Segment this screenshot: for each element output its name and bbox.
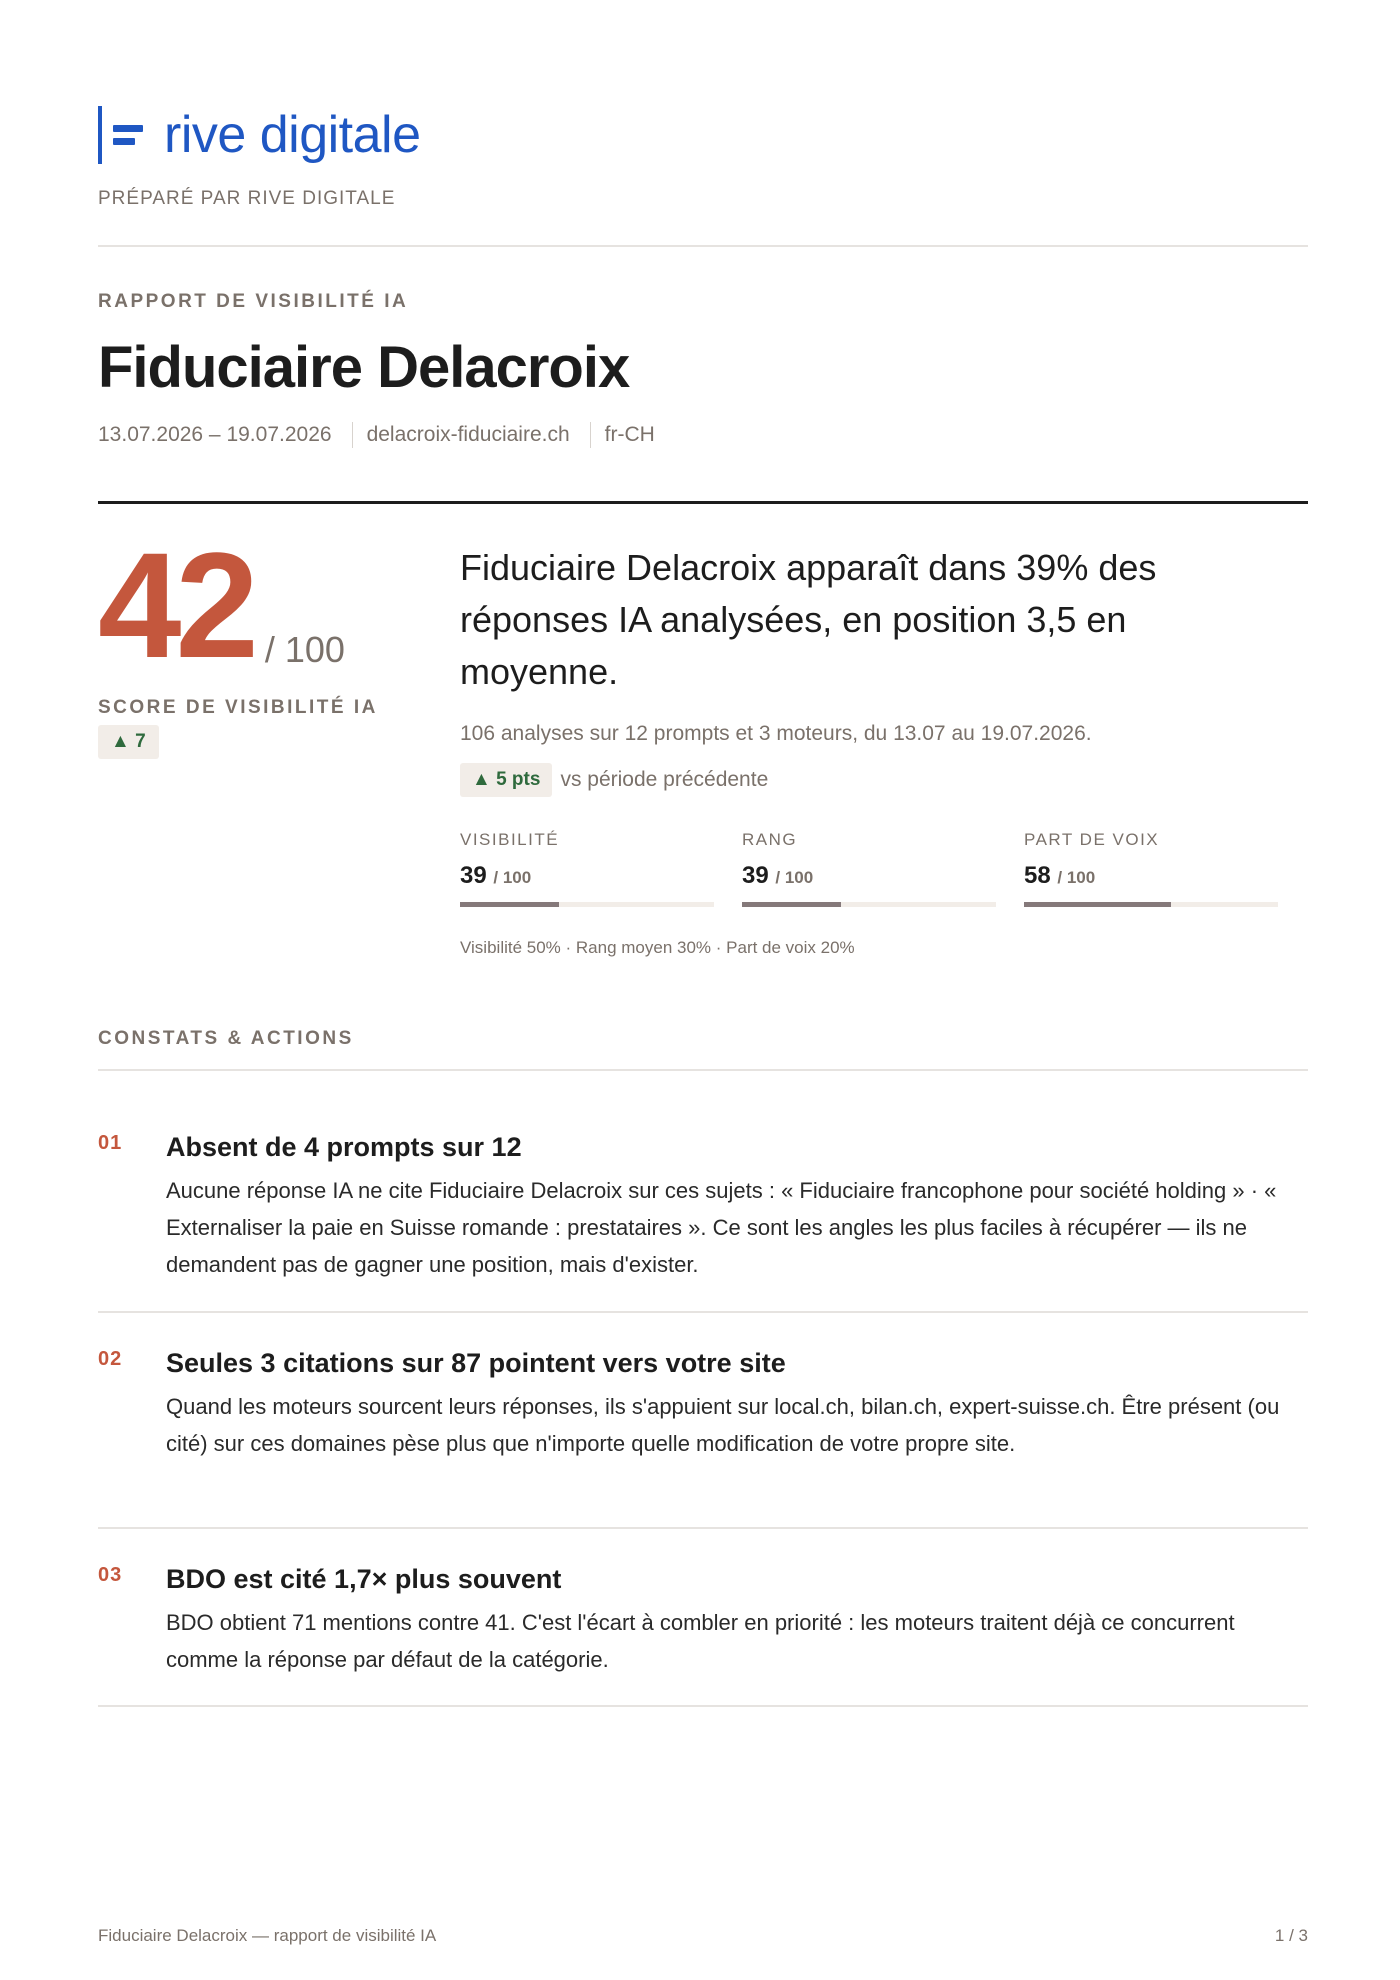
metric-label: PART DE VOIX: [1024, 830, 1160, 849]
score-delta-badge: ▲ 7: [98, 725, 159, 759]
page-title: Fiduciaire Delacroix: [98, 335, 630, 400]
finding-number: 01: [98, 1132, 123, 1154]
metric-label: RANG: [742, 830, 798, 849]
footer-title: Fiduciaire Delacroix — rapport de visibilité IA: [98, 1926, 437, 1945]
findings-section-label: CONSTATS & ACTIONS: [98, 1028, 354, 1049]
score-block: [98, 521, 345, 689]
metric-bar-fill: [1024, 902, 1171, 907]
metric-value: [1024, 862, 1278, 890]
metric-value: [742, 862, 996, 890]
finding-title: BDO est cité 1,7× plus souvent: [166, 1564, 562, 1594]
trend-text: vs période précédente: [560, 768, 769, 791]
trend-badge: ▲ 5 pts: [460, 763, 552, 797]
summary-headline: Fiduciaire Delacroix apparaît dans 39% des réponses IA analysées, en position 3,5 en moyenne.: [460, 547, 1157, 692]
report-domain: delacroix-fiduciaire.ch: [366, 423, 570, 446]
divider: [98, 1069, 1308, 1071]
metric-number: 58: [1024, 862, 1051, 889]
divider: [98, 1527, 1308, 1529]
finding-body: Aucune réponse IA ne cite Fiduciaire Delacroix sur ces sujets : « Fiduciaire francophone pour société holding » · « Externaliser la paie en Suisse romande : prestataires ». Ce sont les angles les plus faciles à récupérer — ils ne demandent pas de gagner une position, mais d'exister.: [166, 1178, 1277, 1277]
metric-rank: [742, 830, 996, 907]
report-eyebrow: RAPPORT DE VISIBILITÉ IA: [98, 291, 409, 312]
brand-name: rive digitale: [164, 106, 421, 164]
finding-body: Quand les moteurs sourcent leurs réponses, ils s'appuient sur local.ch, bilan.ch, expert-suisse.ch. Être présent (ou cité) sur ces domaines pèse plus que n'importe quelle modification de votre propre site.: [166, 1394, 1280, 1456]
divider: [98, 1705, 1308, 1707]
metric-bar: [742, 902, 996, 907]
report-meta: [98, 420, 655, 450]
metric-max: / 100: [1057, 868, 1096, 887]
score-max: / 100: [264, 629, 345, 670]
metric-max: / 100: [775, 868, 814, 887]
trend-row: [460, 763, 768, 797]
prepared-by: PRÉPARÉ PAR RIVE DIGITALE: [98, 188, 396, 209]
rive-digitale-logo-icon: [98, 104, 144, 166]
report-locale: fr-CH: [604, 423, 655, 446]
metric-bar-fill: [742, 902, 841, 907]
divider: [98, 1311, 1308, 1313]
divider: [590, 422, 591, 448]
finding-title: Absent de 4 prompts sur 12: [166, 1132, 522, 1162]
finding-body: BDO obtient 71 mentions contre 41. C'est l'écart à combler en priorité : les moteurs traitent déjà ce concurrent comme la réponse par défaut de la catégorie.: [166, 1610, 1235, 1672]
metric-bar: [460, 902, 714, 907]
metric-number: 39: [460, 862, 487, 889]
report-period: 13.07.2026 – 19.07.2026: [98, 423, 332, 446]
metric-max: / 100: [493, 868, 532, 887]
metric-value: [460, 862, 714, 890]
report-page: [98, 0, 1308, 1980]
metric-visibility: [460, 830, 714, 907]
divider: [352, 422, 353, 448]
score-value: 42: [98, 521, 253, 689]
finding-title: Seules 3 citations sur 87 pointent vers votre site: [166, 1348, 786, 1378]
metric-label: VISIBILITÉ: [460, 830, 560, 849]
metric-bar-fill: [460, 902, 559, 907]
analyses-count: 106 analyses sur 12 prompts et 3 moteurs, du 13.07 au 19.07.2026.: [460, 722, 1092, 745]
metric-share-of-voice: [1024, 830, 1278, 907]
brand-logo: [98, 104, 421, 166]
page-number: 1 / 3: [1274, 1926, 1308, 1945]
section-divider: [98, 501, 1308, 504]
metric-number: 39: [742, 862, 769, 889]
divider: [98, 245, 1308, 247]
finding-number: 02: [98, 1348, 123, 1370]
metric-bar: [1024, 902, 1278, 907]
score-weights: Visibilité 50% · Rang moyen 30% · Part de voix 20%: [460, 938, 855, 957]
finding-number: 03: [98, 1564, 123, 1586]
score-label: SCORE DE VISIBILITÉ IA: [98, 697, 378, 718]
